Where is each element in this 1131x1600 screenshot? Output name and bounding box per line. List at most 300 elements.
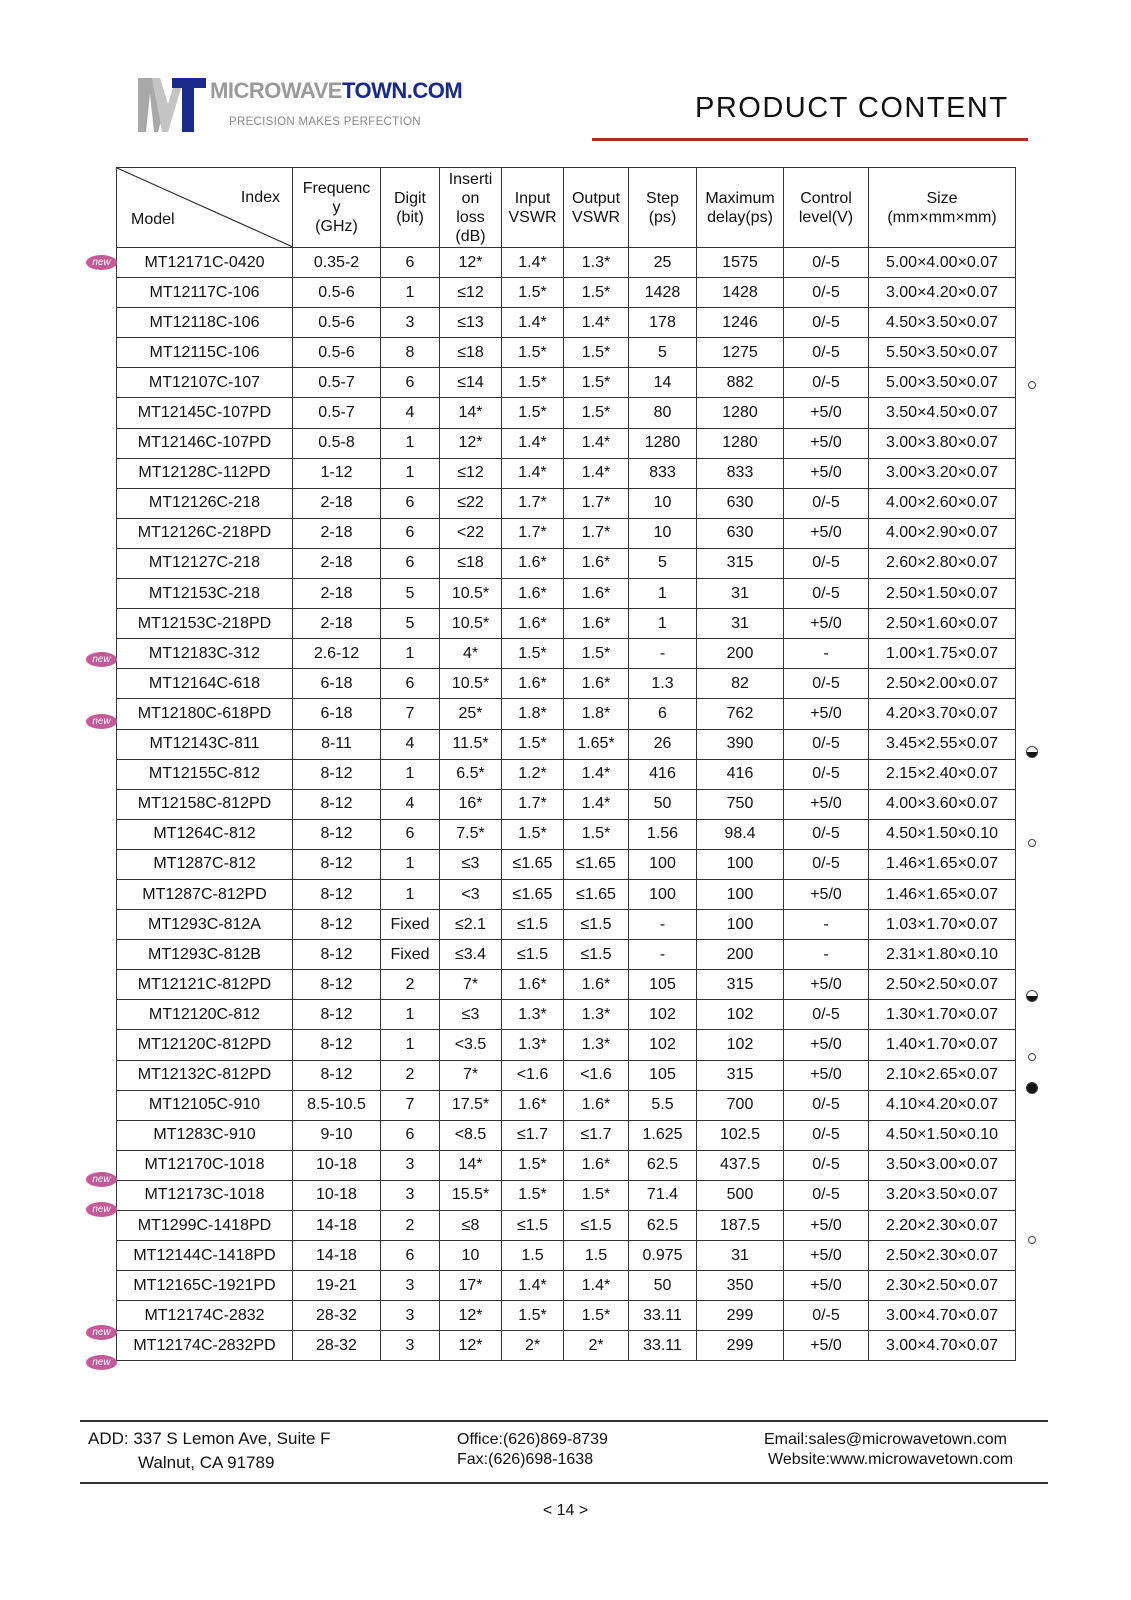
cell-max-delay: 630 xyxy=(697,518,784,548)
cell-max-delay: 200 xyxy=(697,639,784,669)
cell-model: MT12158C-812PD xyxy=(117,789,293,819)
cell-insertion-loss: 12* xyxy=(440,428,502,458)
header-frequency-line: Frequenc xyxy=(302,180,371,197)
footer-address-line1: ADD: 337 S Lemon Ave, Suite F xyxy=(88,1429,331,1448)
cell-insertion-loss: 11.5* xyxy=(440,729,502,759)
cell-step: 1280 xyxy=(629,428,697,458)
cell-output-vswr: 1.6* xyxy=(564,669,629,699)
cell-frequency: 0.5-6 xyxy=(293,308,381,338)
cell-control-level: +5/0 xyxy=(784,1060,869,1090)
cell-output-vswr: 1.5* xyxy=(564,819,629,849)
cell-frequency: 0.5-7 xyxy=(293,368,381,398)
cell-step: 1 xyxy=(629,579,697,609)
cell-model: MT12174C-2832 xyxy=(117,1301,293,1331)
cell-insertion-loss: <22 xyxy=(440,518,502,548)
cell-model: MT1287C-812 xyxy=(117,849,293,879)
cell-size: 1.46×1.65×0.07 xyxy=(869,879,1016,909)
table-row xyxy=(117,1150,1016,1180)
cell-output-vswr: 1.8* xyxy=(564,699,629,729)
cell-output-vswr: 1.4* xyxy=(564,1271,629,1301)
cell-frequency: 0.35-2 xyxy=(293,248,381,278)
cell-frequency: 8-12 xyxy=(293,970,381,1000)
cell-max-delay: 102.5 xyxy=(697,1120,784,1150)
cell-model: MT12171C-0420 xyxy=(117,248,293,278)
table-row xyxy=(117,1241,1016,1271)
product-table-wrapper xyxy=(116,167,1016,1361)
cell-input-vswr: 1.5* xyxy=(502,368,564,398)
cell-frequency: 10-18 xyxy=(293,1150,381,1180)
table-row xyxy=(117,308,1016,338)
cell-max-delay: 315 xyxy=(697,970,784,1000)
table-row xyxy=(117,639,1016,669)
cell-insertion-loss: ≤12 xyxy=(440,278,502,308)
footer-bottom-rule xyxy=(80,1482,1048,1484)
cell-step: 10 xyxy=(629,518,697,548)
cell-output-vswr: 1.5* xyxy=(564,1180,629,1210)
cell-step: 62.5 xyxy=(629,1150,697,1180)
page-number: < 14 > xyxy=(542,1502,589,1519)
open-circle-icon xyxy=(1028,381,1036,389)
header-digit xyxy=(381,168,440,248)
header-insertion-line: (dB) xyxy=(455,227,486,245)
cell-output-vswr: 1.7* xyxy=(564,488,629,518)
new-badge: new xyxy=(86,1202,117,1217)
cell-output-vswr: 1.4* xyxy=(564,308,629,338)
cell-input-vswr: 1.4* xyxy=(502,458,564,488)
cell-insertion-loss: 15.5* xyxy=(440,1180,502,1210)
footer-address-line2: Walnut, CA 91789 xyxy=(138,1453,275,1472)
cell-model: MT12165C-1921PD xyxy=(117,1271,293,1301)
cell-digit: 6 xyxy=(381,1241,440,1271)
cell-digit: 8 xyxy=(381,338,440,368)
cell-frequency: 2.6-12 xyxy=(293,639,381,669)
cell-insertion-loss: ≤3 xyxy=(440,849,502,879)
cell-step: 102 xyxy=(629,1030,697,1060)
cell-frequency: 8-12 xyxy=(293,819,381,849)
half-circle-icon xyxy=(1026,746,1038,758)
header-size-line: Size xyxy=(926,189,958,207)
cell-frequency: 8-12 xyxy=(293,1030,381,1060)
cell-size: 1.46×1.65×0.07 xyxy=(869,849,1016,879)
cell-output-vswr: 1.4* xyxy=(564,458,629,488)
cell-size: 2.50×2.30×0.07 xyxy=(869,1241,1016,1271)
cell-size: 4.50×1.50×0.10 xyxy=(869,1120,1016,1150)
cell-output-vswr: 1.6* xyxy=(564,579,629,609)
cell-model: MT12183C-312 xyxy=(117,639,293,669)
cell-model: MT12143C-811 xyxy=(117,729,293,759)
open-circle-icon xyxy=(1028,1053,1036,1061)
cell-input-vswr: ≤1.5 xyxy=(502,910,564,940)
cell-digit: 6 xyxy=(381,488,440,518)
cell-input-vswr: ≤1.7 xyxy=(502,1120,564,1150)
cell-frequency: 9-10 xyxy=(293,1120,381,1150)
header-index: Index xyxy=(240,189,280,206)
cell-max-delay: 882 xyxy=(697,368,784,398)
cell-control-level: 0/-5 xyxy=(784,669,869,699)
cell-insertion-loss: 7.5* xyxy=(440,819,502,849)
cell-insertion-loss: 10.5* xyxy=(440,609,502,639)
table-row xyxy=(117,699,1016,729)
cell-output-vswr: 1.5* xyxy=(564,1301,629,1331)
cell-digit: 1 xyxy=(381,428,440,458)
cell-max-delay: 1575 xyxy=(697,248,784,278)
cell-control-level: 0/-5 xyxy=(784,368,869,398)
tagline: PRECISION MAKES PERFECTION xyxy=(229,116,421,128)
cell-model: MT12174C-2832PD xyxy=(117,1331,293,1361)
cell-insertion-loss: <8.5 xyxy=(440,1120,502,1150)
cell-output-vswr: ≤1.5 xyxy=(564,940,629,970)
cell-frequency: 8-12 xyxy=(293,879,381,909)
cell-digit: 1 xyxy=(381,879,440,909)
cell-size: 3.50×4.50×0.07 xyxy=(869,398,1016,428)
cell-digit: 6 xyxy=(381,1120,440,1150)
cell-digit: Fixed xyxy=(381,910,440,940)
title-rule xyxy=(592,138,1028,141)
cell-model: MT12153C-218PD xyxy=(117,609,293,639)
footer-website[interactable]: Website:www.microwavetown.com xyxy=(768,1451,1014,1468)
header-input-line: VSWR xyxy=(508,208,557,226)
header-frequency xyxy=(293,168,381,248)
cell-output-vswr: ≤1.5 xyxy=(564,1211,629,1241)
company-logo xyxy=(138,74,463,138)
cell-step: 80 xyxy=(629,398,697,428)
cell-max-delay: 98.4 xyxy=(697,819,784,849)
cell-output-vswr: ≤1.5 xyxy=(564,910,629,940)
table-row xyxy=(117,1211,1016,1241)
cell-input-vswr: <1.6 xyxy=(502,1060,564,1090)
cell-input-vswr: 1.7* xyxy=(502,789,564,819)
cell-input-vswr: 1.6* xyxy=(502,609,564,639)
cell-insertion-loss: 25* xyxy=(440,699,502,729)
cell-control-level: 0/-5 xyxy=(784,1120,869,1150)
header-size xyxy=(869,168,1016,248)
cell-frequency: 2-18 xyxy=(293,488,381,518)
cell-control-level: 0/-5 xyxy=(784,1180,869,1210)
cell-input-vswr: 1.5* xyxy=(502,1150,564,1180)
cell-input-vswr: 1.6* xyxy=(502,579,564,609)
cell-digit: 1 xyxy=(381,759,440,789)
cell-output-vswr: 1.4* xyxy=(564,759,629,789)
table-row xyxy=(117,789,1016,819)
cell-insertion-loss: 12* xyxy=(440,248,502,278)
cell-insertion-loss: 17* xyxy=(440,1271,502,1301)
cell-control-level: 0/-5 xyxy=(784,548,869,578)
header-control-line: Control xyxy=(800,189,852,207)
table-row xyxy=(117,1271,1016,1301)
cell-step: 5 xyxy=(629,338,697,368)
cell-model: MT12105C-910 xyxy=(117,1090,293,1120)
table-row xyxy=(117,458,1016,488)
cell-size: 2.50×2.50×0.07 xyxy=(869,970,1016,1000)
cell-input-vswr: 1.6* xyxy=(502,1090,564,1120)
cell-model: MT12155C-812 xyxy=(117,759,293,789)
cell-step: - xyxy=(629,639,697,669)
cell-size: 1.03×1.70×0.07 xyxy=(869,910,1016,940)
cell-step: 833 xyxy=(629,458,697,488)
cell-frequency: 8-12 xyxy=(293,910,381,940)
cell-step: 33.11 xyxy=(629,1301,697,1331)
cell-max-delay: 31 xyxy=(697,579,784,609)
cell-model: MT12173C-1018 xyxy=(117,1180,293,1210)
cell-output-vswr: 2* xyxy=(564,1331,629,1361)
cell-model: MT12146C-107PD xyxy=(117,428,293,458)
cell-step: - xyxy=(629,940,697,970)
header-step-line: Step xyxy=(646,189,679,207)
cell-insertion-loss: ≤13 xyxy=(440,308,502,338)
cell-size: 4.00×3.60×0.07 xyxy=(869,789,1016,819)
cell-input-vswr: 1.4* xyxy=(502,1271,564,1301)
cell-control-level: +5/0 xyxy=(784,609,869,639)
cell-frequency: 8-12 xyxy=(293,940,381,970)
table-row xyxy=(117,579,1016,609)
cell-step: 1 xyxy=(629,609,697,639)
cell-model: MT12115C-106 xyxy=(117,338,293,368)
cell-model: MT12132C-812PD xyxy=(117,1060,293,1090)
cell-step: 6 xyxy=(629,699,697,729)
cell-size: 2.50×2.00×0.07 xyxy=(869,669,1016,699)
cell-control-level: +5/0 xyxy=(784,699,869,729)
table-row xyxy=(117,1331,1016,1361)
cell-step: 1.625 xyxy=(629,1120,697,1150)
brand-part-2: TOWN.COM xyxy=(341,78,463,103)
table-row xyxy=(117,819,1016,849)
cell-control-level: 0/-5 xyxy=(784,849,869,879)
cell-control-level: +5/0 xyxy=(784,458,869,488)
cell-step: 5.5 xyxy=(629,1090,697,1120)
cell-output-vswr: 1.3* xyxy=(564,1000,629,1030)
footer-email[interactable]: Email:sales@microwavetown.com xyxy=(764,1431,1007,1448)
cell-insertion-loss: 10.5* xyxy=(440,669,502,699)
cell-digit: 6 xyxy=(381,669,440,699)
cell-frequency: 2-18 xyxy=(293,579,381,609)
cell-model: MT12180C-618PD xyxy=(117,699,293,729)
cell-control-level: +5/0 xyxy=(784,970,869,1000)
cell-control-level: +5/0 xyxy=(784,398,869,428)
cell-digit: 3 xyxy=(381,1331,440,1361)
cell-size: 1.30×1.70×0.07 xyxy=(869,1000,1016,1030)
cell-input-vswr: 1.5* xyxy=(502,278,564,308)
cell-input-vswr: 1.5* xyxy=(502,338,564,368)
cell-input-vswr: 1.5* xyxy=(502,1180,564,1210)
cell-step: 50 xyxy=(629,1271,697,1301)
cell-control-level: 0/-5 xyxy=(784,278,869,308)
cell-max-delay: 700 xyxy=(697,1090,784,1120)
cell-insertion-loss: 10 xyxy=(440,1241,502,1271)
cell-output-vswr: ≤1.65 xyxy=(564,849,629,879)
header-step-line: (ps) xyxy=(648,208,677,226)
cell-output-vswr: 1.6* xyxy=(564,1150,629,1180)
cell-digit: 1 xyxy=(381,639,440,669)
cell-model: MT12120C-812PD xyxy=(117,1030,293,1060)
cell-insertion-loss: ≤22 xyxy=(440,488,502,518)
cell-max-delay: 500 xyxy=(697,1180,784,1210)
cell-input-vswr: 1.3* xyxy=(502,1000,564,1030)
cell-digit: 4 xyxy=(381,729,440,759)
cell-insertion-loss: ≤18 xyxy=(440,548,502,578)
table-row xyxy=(117,879,1016,909)
cell-output-vswr: 1.7* xyxy=(564,518,629,548)
cell-step: 105 xyxy=(629,970,697,1000)
cell-input-vswr: 1.2* xyxy=(502,759,564,789)
cell-max-delay: 437.5 xyxy=(697,1150,784,1180)
cell-max-delay: 31 xyxy=(697,1241,784,1271)
footer-top-rule xyxy=(80,1420,1048,1422)
cell-output-vswr: 1.6* xyxy=(564,609,629,639)
cell-insertion-loss: 7* xyxy=(440,970,502,1000)
cell-output-vswr: 1.65* xyxy=(564,729,629,759)
cell-insertion-loss: 12* xyxy=(440,1301,502,1331)
cell-max-delay: 187.5 xyxy=(697,1211,784,1241)
cell-input-vswr: 1.4* xyxy=(502,248,564,278)
header-step xyxy=(629,168,697,248)
table-row xyxy=(117,428,1016,458)
cell-input-vswr: 1.5* xyxy=(502,729,564,759)
cell-frequency: 8-12 xyxy=(293,1000,381,1030)
cell-output-vswr: 1.5* xyxy=(564,338,629,368)
cell-size: 2.20×2.30×0.07 xyxy=(869,1211,1016,1241)
cell-max-delay: 1280 xyxy=(697,398,784,428)
cell-control-level: +5/0 xyxy=(784,1030,869,1060)
cell-max-delay: 390 xyxy=(697,729,784,759)
cell-step: 50 xyxy=(629,789,697,819)
cell-control-level: +5/0 xyxy=(784,1331,869,1361)
new-badge: new xyxy=(86,1355,117,1370)
cell-digit: 3 xyxy=(381,1271,440,1301)
cell-max-delay: 315 xyxy=(697,1060,784,1090)
cell-input-vswr: 1.4* xyxy=(502,308,564,338)
new-badge: new xyxy=(86,714,117,729)
cell-max-delay: 299 xyxy=(697,1301,784,1331)
cell-insertion-loss: <3.5 xyxy=(440,1030,502,1060)
cell-size: 2.50×1.60×0.07 xyxy=(869,609,1016,639)
cell-size: 1.40×1.70×0.07 xyxy=(869,1030,1016,1060)
table-row xyxy=(117,248,1016,278)
cell-output-vswr: 1.5* xyxy=(564,368,629,398)
cell-frequency: 28-32 xyxy=(293,1301,381,1331)
new-badge: new xyxy=(86,255,117,270)
table-row xyxy=(117,398,1016,428)
table-row xyxy=(117,609,1016,639)
cell-input-vswr: 1.6* xyxy=(502,970,564,1000)
header-insertion-line: on xyxy=(461,189,480,207)
cell-digit: 6 xyxy=(381,368,440,398)
header-input-line: Input xyxy=(514,189,551,207)
cell-control-level: 0/-5 xyxy=(784,819,869,849)
cell-insertion-loss: 14* xyxy=(440,1150,502,1180)
cell-frequency: 8-12 xyxy=(293,1060,381,1090)
cell-digit: 6 xyxy=(381,248,440,278)
cell-frequency: 8.5-10.5 xyxy=(293,1090,381,1120)
cell-output-vswr: 1.5* xyxy=(564,639,629,669)
cell-control-level: 0/-5 xyxy=(784,1090,869,1120)
table-row xyxy=(117,368,1016,398)
header-control-level xyxy=(784,168,869,248)
cell-control-level: 0/-5 xyxy=(784,1000,869,1030)
cell-model: MT12126C-218PD xyxy=(117,518,293,548)
header-output-line: VSWR xyxy=(572,208,620,226)
cell-control-level: 0/-5 xyxy=(784,579,869,609)
cell-model: MT12153C-218 xyxy=(117,579,293,609)
cell-input-vswr: 1.5* xyxy=(502,819,564,849)
cell-frequency: 8-12 xyxy=(293,849,381,879)
table-row xyxy=(117,1060,1016,1090)
cell-size: 3.50×3.00×0.07 xyxy=(869,1150,1016,1180)
cell-digit: 6 xyxy=(381,548,440,578)
table-row xyxy=(117,1120,1016,1150)
table-row xyxy=(117,849,1016,879)
cell-frequency: 8-12 xyxy=(293,759,381,789)
cell-frequency: 1-12 xyxy=(293,458,381,488)
cell-insertion-loss: 4* xyxy=(440,639,502,669)
cell-input-vswr: 2* xyxy=(502,1331,564,1361)
cell-max-delay: 100 xyxy=(697,879,784,909)
cell-digit: 5 xyxy=(381,579,440,609)
header-model: Model xyxy=(131,211,175,228)
cell-control-level: +5/0 xyxy=(784,789,869,819)
cell-size: 3.00×3.20×0.07 xyxy=(869,458,1016,488)
table-row xyxy=(117,910,1016,940)
cell-model: MT12145C-107PD xyxy=(117,398,293,428)
cell-size: 2.10×2.65×0.07 xyxy=(869,1060,1016,1090)
table-row xyxy=(117,1030,1016,1060)
cell-output-vswr: 1.4* xyxy=(564,428,629,458)
header-output-vswr xyxy=(564,168,629,248)
footer-office-phone: Office:(626)869-8739 xyxy=(457,1431,608,1448)
table-row xyxy=(117,729,1016,759)
cell-control-level: +5/0 xyxy=(784,879,869,909)
cell-control-level: - xyxy=(784,940,869,970)
cell-frequency: 6-18 xyxy=(293,669,381,699)
cell-size: 5.50×3.50×0.07 xyxy=(869,338,1016,368)
cell-digit: 1 xyxy=(381,458,440,488)
cell-insertion-loss: 14* xyxy=(440,398,502,428)
cell-output-vswr: 1.3* xyxy=(564,248,629,278)
cell-control-level: 0/-5 xyxy=(784,308,869,338)
header-control-line: level(V) xyxy=(798,208,854,226)
cell-digit: Fixed xyxy=(381,940,440,970)
cell-step: 102 xyxy=(629,1000,697,1030)
cell-frequency: 2-18 xyxy=(293,609,381,639)
table-row xyxy=(117,669,1016,699)
table-row xyxy=(117,1000,1016,1030)
cell-control-level: +5/0 xyxy=(784,1241,869,1271)
header-insertion-line: loss xyxy=(456,208,485,226)
cell-control-level: +5/0 xyxy=(784,1211,869,1241)
cell-frequency: 8-11 xyxy=(293,729,381,759)
header-frequency-line: (GHz) xyxy=(315,218,358,235)
cell-step: 33.11 xyxy=(629,1331,697,1361)
mt-logo-icon xyxy=(138,74,208,136)
cell-max-delay: 762 xyxy=(697,699,784,729)
cell-max-delay: 100 xyxy=(697,849,784,879)
cell-control-level: 0/-5 xyxy=(784,1301,869,1331)
cell-frequency: 0.5-8 xyxy=(293,428,381,458)
footer-fax: Fax:(626)698-1638 xyxy=(457,1451,594,1468)
cell-digit: 4 xyxy=(381,398,440,428)
cell-max-delay: 630 xyxy=(697,488,784,518)
open-circle-icon xyxy=(1028,1236,1036,1244)
cell-size: 3.00×4.70×0.07 xyxy=(869,1331,1016,1361)
cell-model: MT12128C-112PD xyxy=(117,458,293,488)
cell-control-level: 0/-5 xyxy=(784,488,869,518)
cell-digit: 2 xyxy=(381,970,440,1000)
header-size-line: (mm×mm×mm) xyxy=(887,208,997,226)
cell-control-level: +5/0 xyxy=(784,428,869,458)
cell-size: 4.00×2.90×0.07 xyxy=(869,518,1016,548)
cell-insertion-loss: 16* xyxy=(440,789,502,819)
cell-model: MT1299C-1418PD xyxy=(117,1211,293,1241)
cell-size: 5.00×4.00×0.07 xyxy=(869,248,1016,278)
